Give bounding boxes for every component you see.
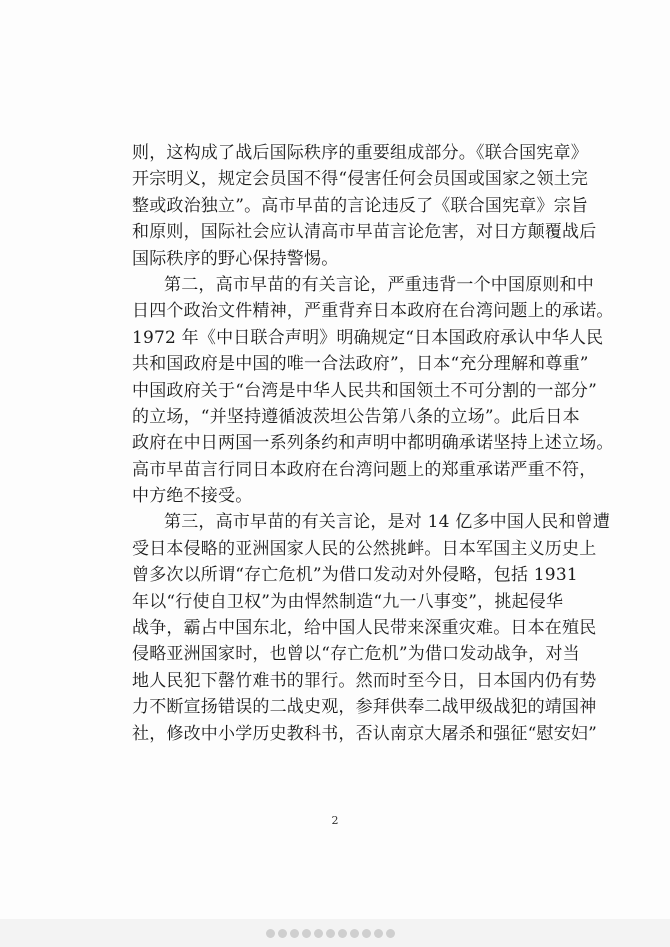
text-line: 曾多次以所谓“存亡危机”为借口发动对外侵略，包括 1931 xyxy=(132,565,578,586)
text-line: 则，这构成了战后国际秩序的重要组成部分。《联合国宪章》 xyxy=(132,143,588,163)
text-line: 中方绝不接受。 xyxy=(132,486,253,507)
document-body xyxy=(132,140,614,747)
text-line: 战争，霸占中国东北，给中国人民带来深重灾难。日本在殖民 xyxy=(132,618,597,639)
text-line: 开宗明义，规定会员国不得“侵害任何会员国或国家之领土完 xyxy=(132,169,589,190)
watermark-dots xyxy=(266,927,406,939)
paragraph-start-line: 第二，高市早苗的有关言论，严重违背一个中国原则和中 xyxy=(164,274,594,295)
text-line: 的立场，“并坚持遵循波茨坦公告第八条的立场”。此后日本 xyxy=(132,406,580,427)
text-line: 受日本侵略的亚洲国家人民的公然挑衅。日本军国主义历史上 xyxy=(132,538,597,559)
text-line: 1972 年《中日联合声明》明确规定“日本国政府承认中华人民 xyxy=(132,327,604,348)
text-line: 侵略亚洲国家时，也曾以“存亡危机”为借口发动战争，对当 xyxy=(132,644,580,665)
watermark-strip xyxy=(0,919,670,947)
text-line: 整或政治独立”。高市早苗的言论违反了《联合国宪章》宗旨 xyxy=(132,195,589,216)
text-line: 力不断宣扬错误的二战史观，参拜供奉二战甲级战犯的靖国神 xyxy=(132,697,597,718)
page-number: 2 xyxy=(331,814,339,827)
text-line: 年以“行使自卫权”为由悍然制造“九一八事变”，挑起侵华 xyxy=(132,591,564,612)
text-line: 和原则，国际社会应认清高市早苗言论危害，对日方颠覆战后 xyxy=(132,222,597,243)
text-line: 国际秩序的野心保持警惕。 xyxy=(132,248,339,269)
paragraph-start-line: 第三，高市早苗的有关言论，是对 14 亿多中国人民和曾遭 xyxy=(164,512,611,533)
text-line: 日四个政治文件精神，严重背弃日本政府在台湾问题上的承诺。 xyxy=(132,301,614,322)
text-line: 政府在中日两国一系列条约和声明中都明确承诺坚持上述立场。 xyxy=(132,433,614,454)
text-line: 共和国政府是中国的唯一合法政府”，日本“充分理解和尊重” xyxy=(132,354,589,375)
text-line: 社，修改中小学历史教科书，否认南京大屠杀和强征“慰安妇” xyxy=(132,723,597,744)
text-line: 地人民犯下罄竹难书的罪行。然而时至今日，日本国内仍有势 xyxy=(132,670,597,691)
text-line: 高市早苗言行同日本政府在台湾问题上的郑重承诺严重不符， xyxy=(132,459,597,480)
text-line: 中国政府关于“台湾是中华人民共和国领土不可分割的一部分” xyxy=(132,380,597,401)
